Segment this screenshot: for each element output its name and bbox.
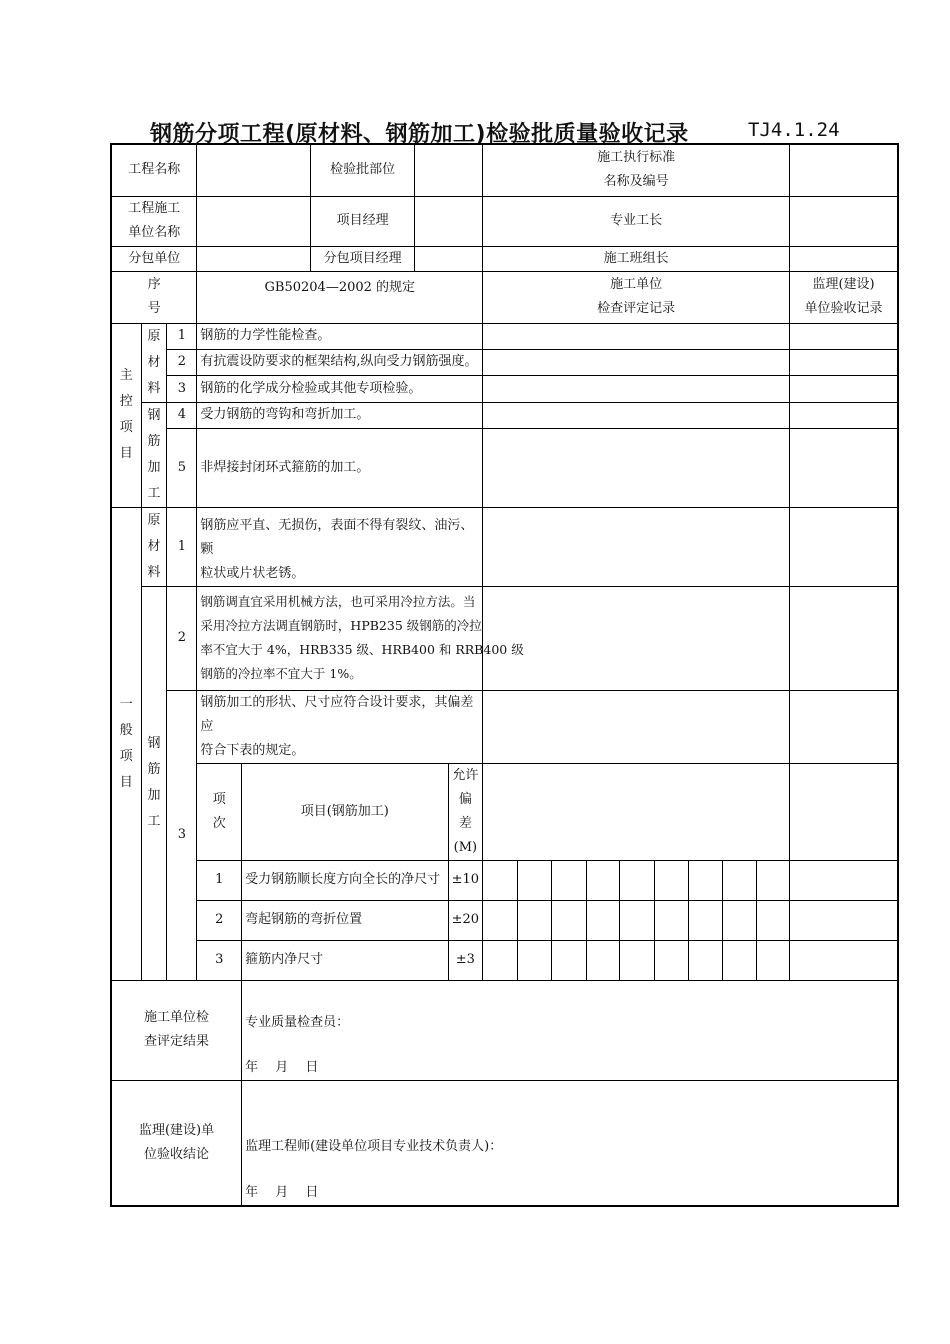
main-item-text: 有抗震设防要求的框架结构,纵向受力钢筋强度。	[197, 349, 483, 375]
constructor-record-cell[interactable]	[483, 376, 790, 402]
project-name-label: 工程名称	[111, 144, 197, 196]
supervisor-result-cell[interactable]	[242, 1080, 898, 1206]
sub-pm-value[interactable]	[415, 246, 483, 271]
inspection-record-table	[110, 143, 899, 1207]
main-item-text: 非焊接封闭环式箍筋的加工。	[197, 429, 483, 507]
form-code: TJ4.1.24	[748, 119, 840, 141]
constructor-record-cell[interactable]	[483, 349, 790, 375]
measure-cell[interactable]	[756, 860, 790, 900]
measure-cell[interactable]	[688, 900, 723, 940]
general-item-text: 钢筋加工的形状、尺寸应符合设计要求，其偏差应 符合下表的规定。	[197, 690, 483, 763]
measure-cell[interactable]	[620, 860, 655, 900]
supervisor-date: 年 月 日	[245, 1185, 319, 1200]
project-name-value[interactable]	[197, 144, 311, 196]
general-item-text: 钢筋调直宜采用机械方法，也可采用冷拉方法。当 采用冷拉方法调直钢筋时，HPB235 级钢筋的冷拉 率不宜大于 4%，HRB335 级、HRB400 和 RRB400 级 钢筋的冷拉率不宜大于 1%。	[197, 586, 483, 690]
supervisor-record-cell[interactable]	[790, 349, 898, 375]
general-raw-material-label: 原 材 料	[141, 507, 167, 586]
measure-cell[interactable]	[483, 900, 518, 940]
measure-cell[interactable]	[586, 900, 619, 940]
supervisor-record-cell[interactable]	[790, 507, 898, 586]
measure-cell[interactable]	[620, 940, 655, 980]
sub-item-text: 箍筋内净尺寸	[242, 940, 449, 980]
measure-cell[interactable]	[756, 900, 790, 940]
subcontractor-label: 分包单位	[111, 246, 197, 271]
contractor-value[interactable]	[197, 196, 311, 246]
inspector-label: 专业质量检查员：	[245, 1014, 350, 1030]
foreman-label: 专业工长	[483, 196, 790, 246]
main-processing-label: 钢 筋 加 工	[141, 402, 167, 507]
sub-index-header: 项 次	[197, 763, 242, 860]
engineer-label: 监理工程师(建设单位项目专业技术负责人)：	[245, 1138, 503, 1154]
measure-cell[interactable]	[655, 860, 688, 900]
measure-cell[interactable]	[655, 900, 688, 940]
project-manager-value[interactable]	[415, 196, 483, 246]
measure-cell[interactable]	[517, 940, 552, 980]
measure-cell[interactable]	[517, 900, 552, 940]
general-items-group-label: 一 般 项 目	[111, 507, 141, 980]
constructor-result-cell[interactable]	[242, 980, 898, 1080]
constructor-record-cell[interactable]	[483, 690, 790, 763]
row-number: 2	[167, 586, 197, 690]
main-items-group-label: 主 控 项 目	[111, 323, 141, 507]
tolerance-value: ±3	[448, 940, 483, 980]
main-item-text: 钢筋的力学性能检查。	[197, 323, 483, 349]
measure-cell[interactable]	[517, 860, 552, 900]
tolerance-header: 允许偏 差(M)	[448, 763, 483, 860]
sub-item-text: 弯起钢筋的弯折位置	[242, 900, 449, 940]
subcontractor-value[interactable]	[197, 246, 311, 271]
row-number: 1	[167, 323, 197, 349]
sub-item-header: 项目(钢筋加工)	[242, 763, 449, 860]
measure-cell[interactable]	[723, 940, 756, 980]
sub-index: 1	[197, 860, 242, 900]
supervisor-record-cell[interactable]	[790, 690, 898, 763]
supervisor-record-cell[interactable]	[790, 586, 898, 690]
supervisor-record-cell[interactable]	[790, 323, 898, 349]
main-item-text: 钢筋的化学成分检验或其他专项检验。	[197, 376, 483, 402]
row-number: 1	[167, 507, 197, 586]
row-number: 3	[167, 376, 197, 402]
standard-label: 施工执行标准 名称及编号	[483, 144, 790, 196]
seq-header: 序 号	[111, 271, 197, 323]
constructor-record-cell[interactable]	[483, 507, 790, 586]
main-raw-material-label: 原 材 料	[141, 323, 167, 402]
project-manager-label: 项目经理	[311, 196, 415, 246]
supervisor-record-cell[interactable]	[790, 429, 898, 507]
constructor-result-label: 施工单位检 查评定结果	[111, 980, 242, 1080]
measure-cell[interactable]	[552, 900, 587, 940]
measure-cell[interactable]	[688, 940, 723, 980]
row-number: 2	[167, 349, 197, 375]
sub-index: 2	[197, 900, 242, 940]
measure-cell[interactable]	[723, 860, 756, 900]
supervisor-record-cell[interactable]	[790, 376, 898, 402]
measure-cell[interactable]	[552, 860, 587, 900]
measure-cell[interactable]	[483, 940, 518, 980]
contractor-label: 工程施工 单位名称	[111, 196, 197, 246]
general-item-text: 钢筋应平直、无损伤，表面不得有裂纹、油污、颗 粒状或片状老锈。	[197, 507, 483, 586]
constructor-record-cell[interactable]	[483, 323, 790, 349]
team-leader-value[interactable]	[790, 246, 898, 271]
main-item-text: 受力钢筋的弯钩和弯折加工。	[197, 402, 483, 429]
measure-cell[interactable]	[688, 860, 723, 900]
sub-item-text: 受力钢筋顺长度方向全长的净尺寸	[242, 860, 449, 900]
constructor-date: 年 月 日	[245, 1059, 319, 1075]
inspection-part-label: 检验批部位	[311, 144, 415, 196]
measure-cell[interactable]	[790, 900, 898, 940]
measure-cell[interactable]	[655, 940, 688, 980]
spec-header: GB50204—2002 的规定	[197, 271, 483, 323]
foreman-value[interactable]	[790, 196, 898, 246]
measure-cell[interactable]	[586, 860, 619, 900]
sub-index: 3	[197, 940, 242, 980]
general-processing-label: 钢 筋 加 工	[141, 586, 167, 980]
measure-cell[interactable]	[586, 940, 619, 980]
tolerance-value: ±20	[448, 900, 483, 940]
row-number: 5	[167, 429, 197, 507]
row-number: 4	[167, 402, 197, 429]
standard-value[interactable]	[790, 144, 898, 196]
sub-pm-label: 分包项目经理	[311, 246, 415, 271]
constructor-record-cell[interactable]	[483, 586, 790, 690]
constructor-record-cell[interactable]	[483, 402, 790, 429]
inspection-part-value[interactable]	[415, 144, 483, 196]
team-leader-label: 施工班组长	[483, 246, 790, 271]
document-title: 钢筋分项工程(原材料、钢筋加工)检验批质量验收记录	[150, 122, 689, 147]
measure-cell[interactable]	[756, 940, 790, 980]
constructor-record-cell[interactable]	[483, 763, 790, 860]
measure-cell[interactable]	[723, 900, 756, 940]
row-number: 3	[167, 690, 197, 980]
supervisor-record-cell[interactable]	[790, 402, 898, 429]
measure-cell[interactable]	[790, 940, 898, 980]
measure-cell[interactable]	[620, 900, 655, 940]
supervisor-record-header: 监理(建设) 单位验收记录	[790, 271, 898, 323]
constructor-record-cell[interactable]	[483, 429, 790, 507]
measure-cell[interactable]	[552, 940, 587, 980]
supervisor-result-label: 监理(建设)单 位验收结论	[111, 1080, 242, 1206]
tolerance-value: ±10	[448, 860, 483, 900]
measure-cell[interactable]	[483, 860, 518, 900]
constructor-record-header: 施工单位 检查评定记录	[483, 271, 790, 323]
supervisor-record-cell[interactable]	[790, 763, 898, 860]
measure-cell[interactable]	[790, 860, 898, 900]
